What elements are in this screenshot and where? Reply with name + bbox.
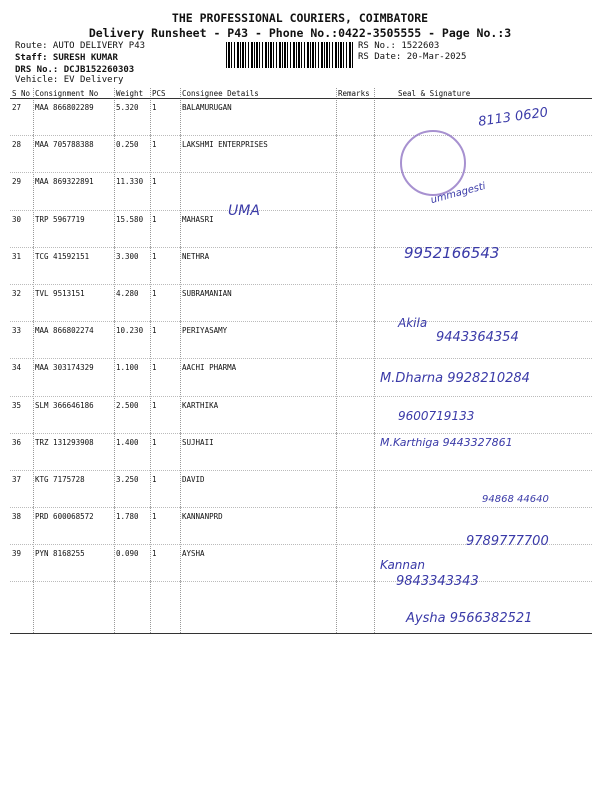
sno-cell: 32 xyxy=(10,284,33,321)
handwritten-note: M.Dharna 9928210284 xyxy=(380,371,530,386)
handwritten-note: M.Karthiga 9443327861 xyxy=(380,436,513,449)
consignee-cell: SUJHAII xyxy=(180,433,336,470)
table-row xyxy=(10,210,592,247)
sno-cell: 29 xyxy=(10,173,33,210)
weight-cell: 0.250 xyxy=(114,136,150,173)
consignee-cell: LAKSHMI ENTERPRISES xyxy=(180,136,336,173)
vehicle-info: Vehicle: EV Delivery xyxy=(15,75,124,85)
table-row xyxy=(10,173,592,210)
handwritten-note: Aysha 9566382521 xyxy=(406,611,533,626)
sno-cell: 28 xyxy=(10,136,33,173)
pcs-cell: 1 xyxy=(150,359,180,396)
weight-cell: 10.230 xyxy=(114,322,150,359)
table-header-row xyxy=(10,88,592,99)
weight-cell: 1.780 xyxy=(114,508,150,545)
consignee-cell: DAVID xyxy=(180,470,336,507)
sno-cell: 34 xyxy=(10,359,33,396)
company-title: THE PROFESSIONAL COURIERS, COIMBATORE xyxy=(171,11,429,25)
consignee-cell: PERIYASAMY xyxy=(180,322,336,359)
col-header-consignment: Consignment No xyxy=(33,88,114,99)
handwritten-note: 9443364354 xyxy=(436,330,519,345)
rs-date: RS Date: 20-Mar-2025 xyxy=(358,52,467,62)
pcs-cell: 1 xyxy=(150,210,180,247)
consignment-cell: KTG 7175728 xyxy=(33,470,114,507)
handwritten-note: Akila xyxy=(398,316,428,330)
col-header-signature: Seal & Signature xyxy=(374,88,592,99)
weight-cell: 11.330 xyxy=(114,173,150,210)
consignee-cell: BALAMURUGAN xyxy=(180,99,336,136)
consignee-cell: KARTHIKA xyxy=(180,396,336,433)
remarks-cell xyxy=(336,433,374,470)
handwritten-note: 9600719133 xyxy=(398,409,475,423)
sno-cell: 33 xyxy=(10,322,33,359)
consignment-cell: TCG 41592151 xyxy=(33,247,114,284)
barcode-image xyxy=(226,42,354,68)
pcs-cell: 1 xyxy=(150,470,180,507)
weight-cell: 1.400 xyxy=(114,433,150,470)
consignment-cell: TRP 5967719 xyxy=(33,210,114,247)
remarks-cell xyxy=(336,508,374,545)
col-header-remarks: Remarks xyxy=(336,88,374,99)
consignment-cell: MAA 866802274 xyxy=(33,322,114,359)
weight-cell: 4.280 xyxy=(114,284,150,321)
consignment-cell: PYN 8168255 xyxy=(33,545,114,582)
pcs-cell: 1 xyxy=(150,173,180,210)
remarks-cell xyxy=(336,173,374,210)
consignee-cell: AACHI PHARMA xyxy=(180,359,336,396)
table-row xyxy=(10,545,592,582)
consignment-cell: MAA 869322891 xyxy=(33,173,114,210)
weight-cell: 5.320 xyxy=(114,99,150,136)
consignee-cell: MAHASRI xyxy=(180,210,336,247)
pcs-cell: 1 xyxy=(150,508,180,545)
consignment-cell: SLM 366646186 xyxy=(33,396,114,433)
sno-cell: 38 xyxy=(10,508,33,545)
weight-cell: 15.580 xyxy=(114,210,150,247)
pcs-cell: 1 xyxy=(150,99,180,136)
consignee-cell: AYSHA xyxy=(180,545,336,582)
remarks-cell xyxy=(336,136,374,173)
remarks-cell xyxy=(336,396,374,433)
table-row xyxy=(10,136,592,173)
sno-cell: 30 xyxy=(10,210,33,247)
sno-cell: 39 xyxy=(10,545,33,582)
handwritten-note: 9789777700 xyxy=(466,534,549,549)
col-header-pcs: PCS xyxy=(150,88,180,99)
weight-cell: 0.090 xyxy=(114,545,150,582)
consignment-cell: TRZ 131293908 xyxy=(33,433,114,470)
consignee-cell: KANNANPRD xyxy=(180,508,336,545)
runsheet-subtitle: Delivery Runsheet - P43 - Phone No.:0422-3505555 - Page No.:3 xyxy=(88,26,512,40)
col-header-weight: Weight xyxy=(114,88,150,99)
consignment-cell: MAA 303174329 xyxy=(33,359,114,396)
pcs-cell: 1 xyxy=(150,284,180,321)
handwritten-note: Kannan xyxy=(380,558,425,572)
staff-info: Staff: SURESH KUMAR xyxy=(15,53,118,63)
sno-cell: 36 xyxy=(10,433,33,470)
table-row xyxy=(10,284,592,321)
weight-cell: 1.100 xyxy=(114,359,150,396)
pcs-cell: 1 xyxy=(150,247,180,284)
sno-cell: 31 xyxy=(10,247,33,284)
route-info: Route: AUTO DELIVERY P43 xyxy=(15,41,146,51)
pcs-cell: 1 xyxy=(150,545,180,582)
handwritten-note: 9952166543 xyxy=(404,244,500,262)
remarks-cell xyxy=(336,284,374,321)
signature-cell xyxy=(374,210,592,247)
table-row xyxy=(10,396,592,433)
remarks-cell xyxy=(336,470,374,507)
consignment-cell: PRD 600068572 xyxy=(33,508,114,545)
consignee-cell: SUBRAMANIAN xyxy=(180,284,336,321)
remarks-cell xyxy=(336,247,374,284)
remarks-cell xyxy=(336,99,374,136)
handwritten-note: UMA xyxy=(228,203,260,219)
col-header-sno: S No xyxy=(10,88,33,99)
handwritten-note: 8113 0620 xyxy=(477,105,550,130)
consignment-cell: TVL 9513151 xyxy=(33,284,114,321)
remarks-cell xyxy=(336,359,374,396)
table-bottom-rule xyxy=(10,633,592,634)
col-header-consignee: Consignee Details xyxy=(180,88,336,99)
consignment-cell: MAA 705788388 xyxy=(33,136,114,173)
table-row xyxy=(10,247,592,284)
handwritten-note: ummagesti xyxy=(429,180,487,207)
seal-stamp xyxy=(400,130,466,196)
weight-cell: 2.500 xyxy=(114,396,150,433)
remarks-cell xyxy=(336,545,374,582)
weight-cell: 3.250 xyxy=(114,470,150,507)
drs-number: DRS No.: DCJB152260303 xyxy=(15,65,135,75)
remarks-cell xyxy=(336,322,374,359)
sno-cell: 35 xyxy=(10,396,33,433)
pcs-cell: 1 xyxy=(150,433,180,470)
pcs-cell: 1 xyxy=(150,322,180,359)
weight-cell: 3.300 xyxy=(114,247,150,284)
consignee-cell: NETHRA xyxy=(180,247,336,284)
handwritten-note: 9843343343 xyxy=(396,574,479,589)
rs-number: RS No.: 1522603 xyxy=(358,41,440,51)
pcs-cell: 1 xyxy=(150,396,180,433)
handwritten-note: 94868 44640 xyxy=(482,494,549,505)
consignment-cell: MAA 866802289 xyxy=(33,99,114,136)
sno-cell: 27 xyxy=(10,99,33,136)
pcs-cell: 1 xyxy=(150,136,180,173)
sno-cell: 37 xyxy=(10,470,33,507)
remarks-cell xyxy=(336,210,374,247)
